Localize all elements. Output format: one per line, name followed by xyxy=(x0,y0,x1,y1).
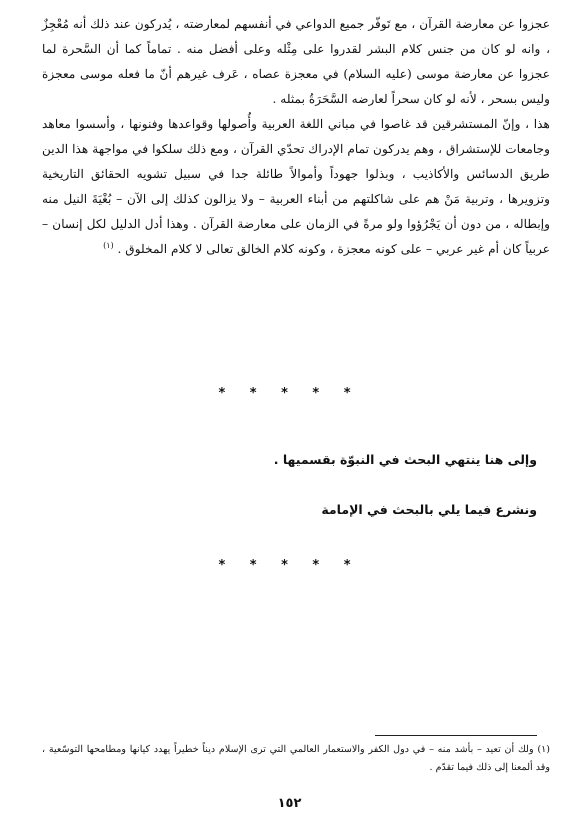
next-section-heading: ونشرع فيما يلي بالبحث في الإمامة xyxy=(321,502,537,517)
closing-heading: وإلى هنا ينتهي البحث في النبوّة بقسميها . xyxy=(273,452,537,467)
section-separator-2: * * * * * xyxy=(218,558,361,573)
footnote-divider xyxy=(375,735,537,736)
footnote-text: ولك أن تعيد – بأشد منه – في دول الكفر والاستعمار العالمي التي ترى الإسلام ديناً خطيراً يهدد كيانها ومطامحها التوسّعية ، وقد ألمعنا إلى ذلك فيما تقدّم . xyxy=(42,744,550,773)
footnote-marker: (١) xyxy=(537,744,550,755)
paragraph-2 xyxy=(42,112,550,262)
footnote xyxy=(42,741,550,777)
page-number: ١٥٢ xyxy=(277,796,302,811)
paragraph-1-text: عجزوا عن معارضة القرآن ، مع تَوفّر جميع الدواعي في أنفسهم لمعارضته ، يُدركون عند ذلك أنه مُعْجِزٌ ، وانه لو كان من جنس كلام البشر لقدروا على مِثْله وعلى أفضل منه . تماماً كما أن السَّحرة لما عجزوا عن معارضة موسى (عليه السلام) في معجزة عصاه ، عَرف غيرهم أنّ ما فعله موسى معجزة وليس بسحر ، لأنه لو كان سحراً لعارضه السَّحَرَةُ بمثله . xyxy=(42,17,550,106)
main-text xyxy=(42,12,550,262)
section-separator-1: * * * * * xyxy=(218,386,361,401)
paragraph-2-text: هذا ، وإنّ المستشرقين قد غاصوا في مباني اللغة العربية وأُصولها وقواعدها وفنونها ، وأسسوا معاهد وجامعات للإستشراق ، وهم يدركون تمام الإدراك تحدّي القرآن ، ومع ذلك سلكوا في مواجهة هذا الدين طريق الدسائس والأكاذيب ، وبذلوا جهوداً وأموالاً طائلة جدا في سبيل تشويه الحقائق التاريخية وتزويرها ، وتربية مَنْ هم على شاكلتهم من أبناء العربية – ولا يزالون كذلك إلى الآن – بُغْيَةَ النيل منه وإبطاله ، من دون أن يَجْرُؤوا ولو مرةً في الزمان على معارضة القرآن . وهذا أدل الدليل لكل إنسان –عربياً كان أم غير عربي – على كونه معجزة ، وكونه كلام الخالق تعالى لا كلام المخلوق . xyxy=(42,117,550,256)
footnote-reference: (١) xyxy=(103,240,114,250)
paragraph-1 xyxy=(42,12,550,112)
